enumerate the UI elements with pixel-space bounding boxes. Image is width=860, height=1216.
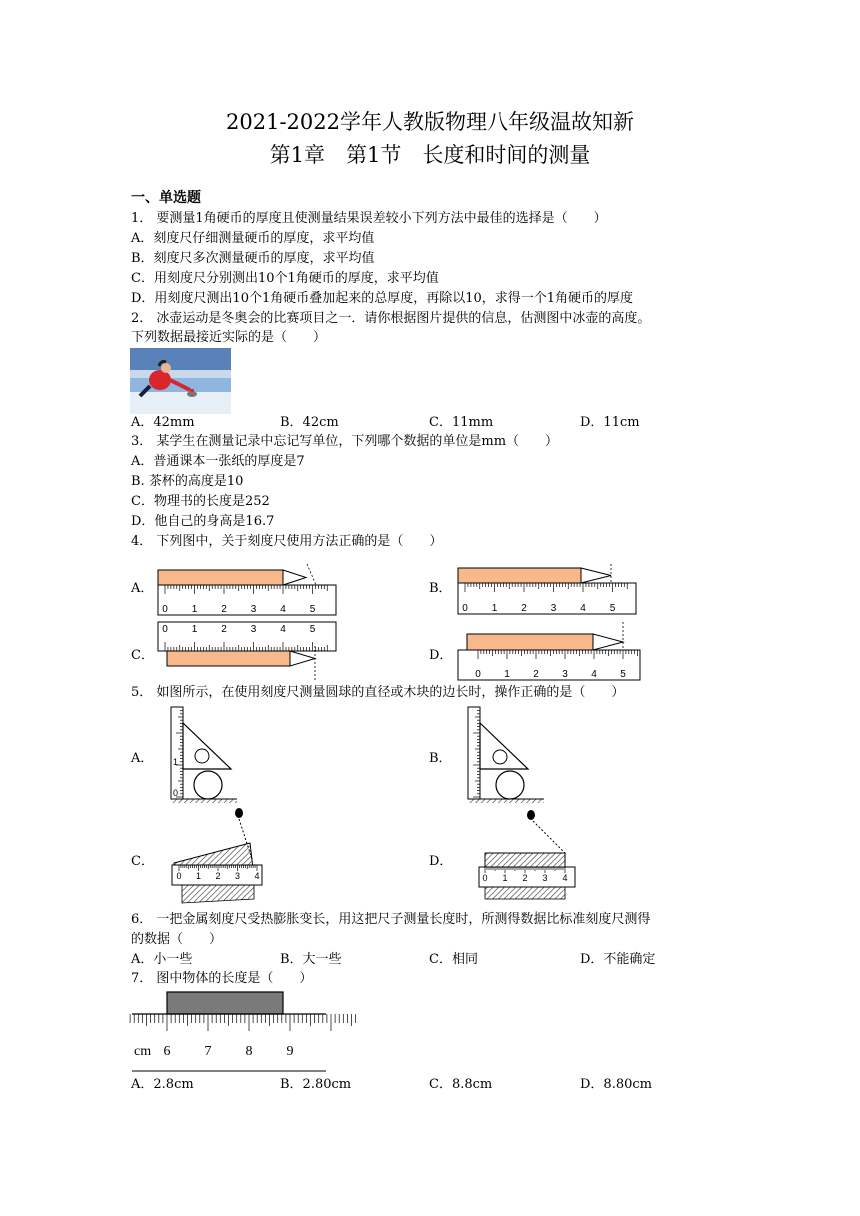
q1-option-b: B．刻度尺多次测量硬币的厚度，求平均值 (131, 251, 375, 266)
ruler-number: 4 (254, 871, 260, 881)
ruler-number: 0 (482, 873, 488, 883)
eye-icon (527, 810, 535, 820)
q5-figure-a (165, 703, 245, 803)
ball (496, 771, 524, 799)
q1-stem: 1． 要测量1角硬币的厚度且使测量结果误差较小下列方法中最佳的选择是（ ） (131, 211, 607, 226)
q4-figure-a (155, 562, 340, 618)
q5-label-d: D． (429, 854, 453, 869)
ruler-number: 4 (591, 669, 597, 680)
q4-figure-d (455, 620, 645, 682)
q2-option-c: C．11mm (429, 415, 494, 430)
pencil-tip (290, 651, 315, 666)
q4-stem: 4． 下列图中，关于刻度尺使用方法正确的是（ ） (131, 534, 443, 549)
q6-option-b: B．大一些 (280, 952, 342, 967)
ruler-unit: cm (134, 1044, 152, 1059)
pencil-body (158, 570, 283, 585)
q7-option-a: A．2.8cm (131, 1077, 194, 1092)
q5-figure-d (475, 803, 580, 903)
q2-stem-line2: 下列数据最接近实际的是（ ） (131, 330, 327, 345)
doc-title-line2: 第1章 第1节 长度和时间的测量 (269, 143, 591, 167)
q2-option-b: B．42cm (280, 415, 339, 430)
q3-option-c: C．物理书的长度是252 (131, 494, 270, 509)
ruler-number: 2 (215, 871, 221, 881)
ruler-number: 3 (550, 603, 557, 614)
q6-option-c: C．相同 (429, 952, 478, 967)
pencil-body (167, 651, 290, 666)
ruler-number: 0 (162, 604, 168, 615)
ruler-number-1: 1 (173, 757, 179, 767)
eye-icon (235, 808, 243, 818)
q7-option-d: D．8.80cm (580, 1077, 652, 1092)
ruler-number: 8 (245, 1044, 253, 1059)
curling-photo (130, 348, 231, 414)
q4-label-c: C． (131, 648, 154, 663)
q3-option-a: A．普通课本一张纸的厚度是7 (131, 454, 305, 469)
q1-option-d: D．用刻度尺测出10个1角硬币叠加起来的总厚度，再除以10，求得一个1角硬币的厚度 (131, 291, 634, 306)
q5-figure-b (462, 703, 547, 803)
q5-label-c: C． (131, 854, 154, 869)
pencil-tip (581, 568, 611, 583)
ruler-number: 3 (250, 604, 257, 615)
vertical-ruler (171, 707, 183, 799)
q3-option-b: B. 茶杯的高度是10 (131, 474, 244, 489)
q6-option-a: A．小一些 (131, 952, 193, 967)
section-heading: 一、单选题 (131, 190, 201, 206)
ruler-number: 6 (163, 1044, 171, 1059)
q7-option-c: C．8.8cm (429, 1077, 493, 1092)
q4-figure-b (455, 562, 640, 618)
q4-label-d: D． (429, 648, 453, 663)
ruler-number: 2 (521, 603, 527, 614)
pencil-body (467, 634, 593, 650)
pencil-tip (283, 570, 306, 585)
q5-label-a: A． (131, 751, 154, 766)
q1-option-a: A．刻度尺仔细测量硬币的厚度，求平均值 (131, 231, 375, 246)
ruler-number: 1 (195, 871, 202, 881)
ruler-number: 5 (309, 604, 316, 615)
pencil-body (458, 568, 581, 583)
ruler-number: 3 (250, 624, 257, 635)
athlete-figure (149, 370, 171, 390)
ruler-number: 7 (204, 1044, 212, 1059)
ruler-number: 4 (280, 624, 286, 635)
q7-option-b: B．2.80cm (280, 1077, 352, 1092)
ruler-number: 1 (504, 669, 510, 680)
ruler-number: 4 (580, 603, 586, 614)
ruler-number: 3 (542, 873, 548, 883)
ball (194, 771, 222, 799)
doc-title-line1: 2021-2022学年人教版物理八年级温故知新 (226, 110, 634, 134)
ruler-body (458, 650, 640, 680)
ruler-number: 0 (475, 669, 481, 680)
measured-object (167, 992, 283, 1014)
ruler-number: 1 (491, 603, 498, 614)
q3-stem: 3． 某学生在测量记录中忘记写单位，下列哪个数据的单位是mm（ ） (131, 434, 559, 449)
q7-figure (130, 990, 330, 1074)
ruler-number: 9 (286, 1044, 294, 1059)
ruler-number: 2 (533, 669, 539, 680)
ruler-number: 3 (234, 871, 241, 881)
pencil-tip (593, 634, 623, 650)
ruler-number: 3 (562, 669, 568, 680)
q6-stem-line1: 6． 一把金属刻度尺受热膨胀变长，用这把尺子测量长度时，所测得数据比标准刻度尺测得 (131, 912, 651, 927)
q7-stem: 7． 图中物体的长度是（ ） (131, 971, 313, 986)
q2-stem-line1: 2． 冰壶运动是冬奥会的比赛项目之一．请你根据图片提供的信息，估测图中冰壶的高度。 (131, 311, 651, 326)
ruler-number: 5 (620, 669, 626, 680)
q3-option-d: D．他自己的身高是16.7 (131, 514, 275, 529)
q5-stem: 5． 如图所示，在使用刻度尺测量圆球的直径或木块的边长时，操作正确的是（ ） (131, 685, 625, 700)
q6-stem-line2: 的数据（ ） (131, 932, 223, 947)
q1-option-c: C．用刻度尺分别测出10个1角硬币的厚度，求平均值 (131, 271, 439, 286)
ruler-number-0: 0 (173, 788, 179, 798)
ruler-number: 5 (309, 624, 316, 635)
q4-figure-c (155, 620, 340, 682)
set-square (183, 723, 231, 769)
ruler-number: 1 (502, 873, 508, 883)
ruler-number: 4 (280, 604, 286, 615)
ruler-number: 2 (221, 624, 227, 635)
q2-option-d: D．11cm (580, 415, 640, 430)
ruler-number: 0 (176, 871, 182, 881)
vertical-ruler (468, 707, 480, 799)
ruler-number: 1 (191, 624, 198, 635)
q5-label-b: B． (429, 751, 452, 766)
ruler-number: 4 (562, 873, 568, 883)
ruler-number: 2 (221, 604, 227, 615)
ruler-number: 0 (462, 603, 468, 614)
q2-option-a: A．42mm (131, 415, 195, 430)
ruler-number: 5 (609, 603, 616, 614)
q5-figure-c (168, 803, 268, 907)
q4-label-a: A． (131, 581, 154, 596)
q4-label-b: B． (429, 581, 452, 596)
ruler-number: 2 (522, 873, 528, 883)
ruler-number: 1 (191, 604, 198, 615)
q6-option-d: D．不能确定 (580, 952, 656, 967)
ruler-number: 0 (162, 624, 168, 635)
wooden-block (485, 853, 565, 867)
